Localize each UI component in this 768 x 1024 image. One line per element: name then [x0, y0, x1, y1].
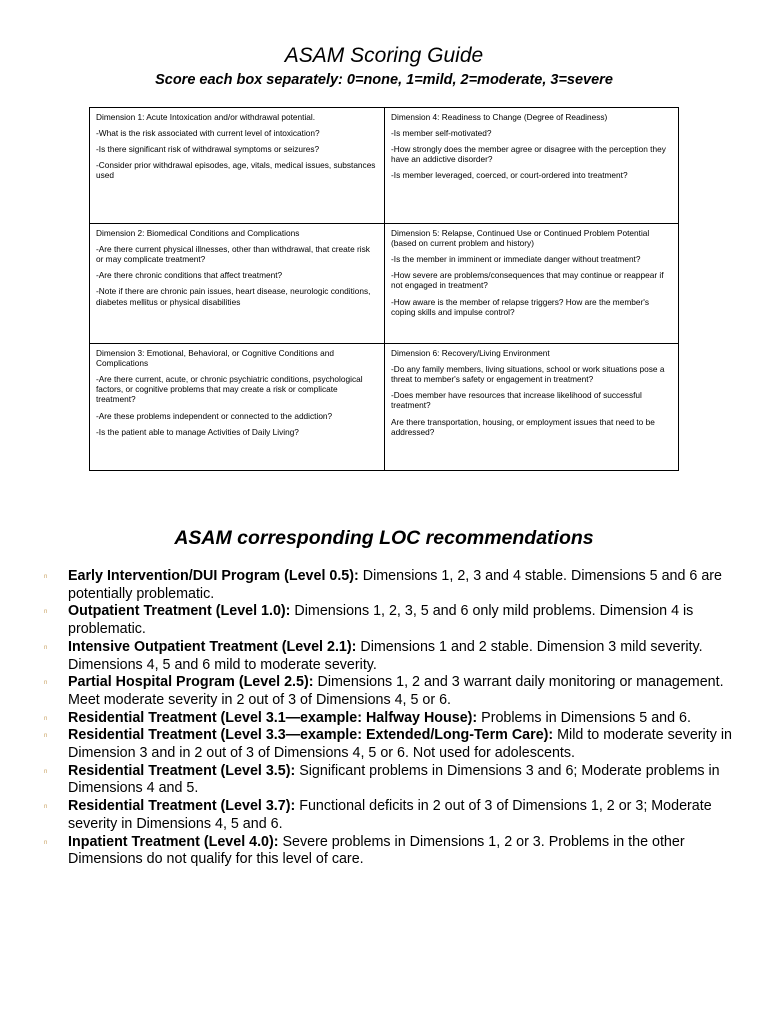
list-item: [44, 763, 734, 798]
list-item: [44, 798, 734, 833]
level-label: Early Intervention/DUI Program (Level 0.5):: [68, 568, 359, 584]
loc-recommendations-list: [44, 568, 734, 869]
bullet-icon: n: [44, 680, 48, 687]
dimension-question: -Are there chronic conditions that affect treatment?: [96, 270, 283, 281]
level-description: Dimensions 1, 2, 3, 5 and 6 only mild problems. Dimension 4 is problematic.: [68, 603, 694, 638]
level-description: Problems in Dimensions 5 and 6.: [477, 709, 691, 726]
dimension-question: -How strongly does the member agree or disagree with the perception they have an addictive disorder?: [391, 144, 666, 165]
list-item: [44, 639, 734, 674]
level-description: Significant problems in Dimensions 3 and 6; Moderate problems in Dimensions 4 and 5.: [68, 762, 720, 797]
dimension-4-cell: [385, 108, 678, 224]
dimension-question: -Are there current physical illnesses, other than withdrawal, that create risk or may complicate treatment?: [96, 244, 370, 265]
dimension-question: -How severe are problems/consequences that may continue or reappear if not engaged in treatment?: [391, 270, 664, 291]
dimension-5-cell: [385, 224, 678, 344]
dimension-question: Are there transportation, housing, or employment issues that need to be addressed?: [391, 416, 655, 437]
page-title: ASAM Scoring Guide: [284, 44, 484, 67]
level-description: Dimensions 1, 2, 3 and 4 stable. Dimensions 5 and 6 are potentially problematic.: [68, 568, 722, 602]
level-description: Severe problems in Dimensions 1, 2 or 3. Problems in the other Dimensions do not qualify for this level of care.: [68, 833, 685, 868]
dimension-question: -Consider prior withdrawal episodes, age, vitals, medical issues, substances used: [96, 160, 376, 181]
dimension-question: -How aware is the member of relapse triggers? How are the member's coping skills and impulse control?: [391, 296, 649, 317]
dimension-heading: Dimension 3: Emotional, Behavioral, or Cognitive Conditions and Complications: [96, 348, 334, 369]
scoring-instructions: Score each box separately: 0=none, 1=mild, 2=moderate, 3=severe: [155, 72, 613, 88]
bullet-icon: n: [44, 574, 48, 580]
dimension-question: -Is there significant risk of withdrawal symptoms or seizures?: [96, 144, 320, 155]
dimension-question: -Is member self-motivated?: [391, 128, 492, 139]
dimension-2-cell: [90, 224, 385, 344]
dimension-question: -Is the patient able to manage Activities of Daily Living?: [96, 426, 299, 437]
bullet-icon: n: [44, 768, 48, 775]
dimension-question: -Note if there are chronic pain issues, heart disease, neurologic conditions, diabetes mellitus or physical disabilities: [96, 286, 371, 307]
level-label: Inpatient Treatment (Level 4.0):: [68, 833, 279, 850]
dimension-question: -What is the risk associated with current level of intoxication?: [96, 128, 320, 139]
level-description: Mild to moderate severity in Dimension 3 and in 2 out of 3 of Dimensions 4, 5 or 6. Not used for adolescents.: [68, 727, 732, 762]
dimension-6-cell: [385, 344, 678, 470]
dimension-question: -Do any family members, living situations, school or work situations pose a threat to member's safety or engagement in treatment?: [391, 364, 665, 385]
dimension-heading: Dimension 1: Acute Intoxication and/or withdrawal potential.: [96, 112, 316, 122]
dimension-question: -Are there current, acute, or chronic psychiatric conditions, psychological factors, or cognitive problems that may create a risk or complicate treatment?: [96, 374, 363, 405]
level-description: Functional deficits in 2 out of 3 of Dimensions 1, 2 or 3; Moderate severity in Dimensions 4, 5 and 6.: [68, 798, 712, 832]
dimension-heading: Dimension 6: Recovery/Living Environment: [391, 348, 550, 358]
level-label: Partial Hospital Program (Level 2.5):: [68, 674, 314, 691]
list-item: [44, 568, 734, 603]
list-item: [44, 603, 734, 638]
level-label: Residential Treatment (Level 3.1—example: Halfway House):: [68, 709, 478, 726]
list-item: [44, 727, 734, 762]
level-label: Residential Treatment (Level 3.7):: [68, 798, 296, 815]
list-item: [44, 834, 734, 869]
bullet-icon: n: [44, 715, 48, 722]
dimension-heading: Dimension 4: Readiness to Change (Degree of Readiness): [391, 112, 608, 122]
bullet-icon: n: [44, 804, 48, 811]
level-label: Residential Treatment (Level 3.5):: [68, 762, 296, 779]
level-label: Residential Treatment (Level 3.3—example: Extended/Long-Term Care):: [68, 727, 554, 744]
dimension-heading: Dimension 2: Biomedical Conditions and Complications: [96, 228, 300, 238]
loc-section-title: ASAM corresponding LOC recommendations: [174, 527, 594, 549]
dimension-question: -Is member leveraged, coerced, or court-ordered into treatment?: [391, 170, 628, 181]
bullet-icon: n: [44, 644, 48, 651]
dimension-3-cell: [90, 344, 385, 470]
level-description: Dimensions 1, 2 and 3 warrant daily monitoring or management. Meet moderate severity in 2 out of 3 of Dimensions 4, 5 or 6.: [68, 674, 724, 708]
list-item: [44, 710, 734, 728]
dimension-question: -Is the member in imminent or immediate danger without treatment?: [391, 254, 641, 265]
list-item: [44, 674, 734, 709]
dimensions-table: [89, 107, 679, 471]
dimension-1-cell: [90, 108, 385, 224]
bullet-icon: n: [44, 733, 48, 740]
level-label: Outpatient Treatment (Level 1.0):: [68, 603, 291, 620]
bullet-icon: n: [44, 609, 48, 616]
dimension-heading: Dimension 5: Relapse, Continued Use or Continued Problem Potential (based on current problem and history): [391, 228, 650, 249]
dimension-question: -Are these problems independent or connected to the addiction?: [96, 410, 333, 421]
dimension-question: -Does member have resources that increase likelihood of successful treatment?: [391, 390, 642, 411]
level-label: Intensive Outpatient Treatment (Level 2.1):: [68, 638, 357, 655]
bullet-icon: n: [44, 839, 48, 846]
level-description: Dimensions 1 and 2 stable. Dimension 3 mild severity. Dimensions 4, 5 and 6 mild to moderate severity.: [68, 638, 703, 673]
